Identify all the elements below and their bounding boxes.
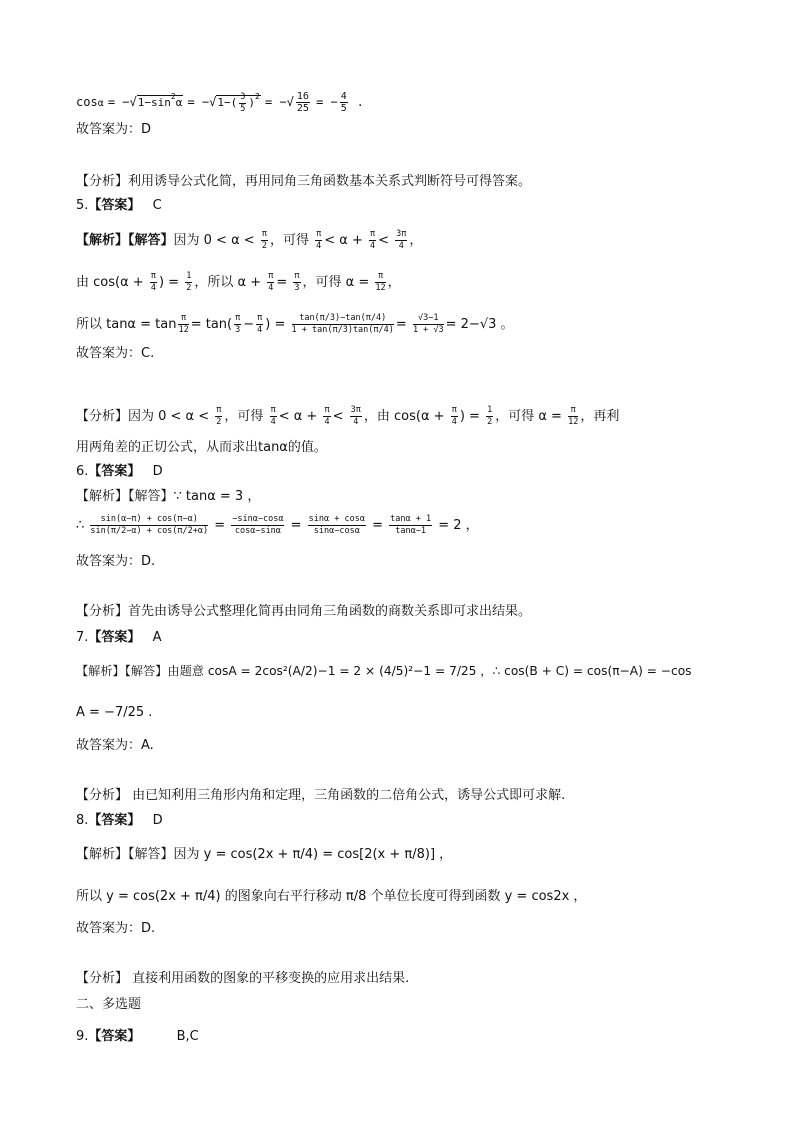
section-title: 二、多选题 bbox=[76, 997, 142, 1012]
q8-solution-line2: 所以 y = cos(2x + π/4) 的图象向右平行移动 π/8 个单位长度可得到函数 y = cos2x ， bbox=[76, 889, 587, 904]
q5-answer-line bbox=[76, 197, 162, 215]
frac-root3: $\frac{√3-1}{1 + √3}$ bbox=[412, 313, 444, 335]
frac-pi-2: $\frac{\pi}{2}$ bbox=[261, 229, 267, 251]
frac-pi-4: $\frac{\pi}{4}$ bbox=[324, 405, 330, 427]
q8-analysis: 【分析】 直接利用函数的图象的平移变换的应用求出结果. bbox=[76, 971, 410, 986]
frac-pi-4: $\frac{\pi}{4}$ bbox=[257, 313, 263, 335]
q8-result: 故答案为：D. bbox=[76, 921, 156, 936]
q6-answer-line: 6.【答案】 D bbox=[76, 464, 163, 479]
result-prev: 故答案为：D bbox=[76, 122, 152, 137]
q7-answer: A bbox=[152, 630, 162, 645]
q7-solution-line1: 【解析】【解答】由题意 cosA = 2cos²(A/2)−1 = 2 × (4/5)²−1 = 7/25 ，∴ cos(B + C) = cos(π−A) = −cos bbox=[76, 664, 692, 678]
frac-pi-12: $\frac{\pi}{12}$ bbox=[375, 271, 386, 293]
frac-pi-4: $\frac{\pi}{4}$ bbox=[316, 229, 322, 251]
frac-pi-12: $\frac{\pi}{12}$ bbox=[178, 313, 189, 335]
frac-simplified: $\frac{-\sin\alpha-\cos\alpha}{\cos\alpha-\sin\alpha}$ bbox=[232, 514, 284, 536]
frac-pi-4: $\frac{\pi}{4}$ bbox=[270, 405, 276, 427]
frac-3pi-4: $\frac{3\pi}{4}$ bbox=[350, 405, 361, 427]
q5-answer: C bbox=[152, 198, 162, 213]
q5-solution-line3: 所以 tanα = tan $\frac{\pi}{12}$ = tan( $\frac{\pi}{3}$ − $\frac{\pi}{4}$ ) = $\frac{\tan(\pi/3)-\tan(\pi/4)}{1 + \tan(\pi/3)\tan(\pi/4)}$ = $\frac{√3-1}{1 + √3}$ = 2−√3 。 bbox=[76, 313, 514, 335]
q5-solution-line1: 【解析】【解答】因为 0 < α < $\frac{\pi}{2}$ ，可得 $\frac{\pi}{4}$ < α + $\frac{\pi}{4}$ < $\frac{3\pi}{4}$ ， bbox=[76, 229, 423, 251]
frac-pi-4: $\frac{\pi}{4}$ bbox=[369, 229, 376, 251]
q9-answer-line: 9.【答案】 B,C bbox=[76, 1029, 199, 1044]
frac-pi-3: $\frac{\pi}{3}$ bbox=[235, 313, 241, 335]
q7-analysis: 【分析】 由已知利用三角形内角和定理，三角函数的二倍角公式，诱导公式即可求解. bbox=[76, 788, 566, 803]
q6-analysis: 【分析】首先由诱导公式整理化简再由同角三角函数的商数关系即可求出结果。 bbox=[76, 604, 532, 619]
frac-pi-4: $\frac{\pi}{4}$ bbox=[451, 405, 457, 427]
frac-sin-cos: $\frac{\sin\alpha + \cos\alpha}{\sin\alpha-\cos\alpha}$ bbox=[308, 514, 365, 536]
q5-result: 故答案为：C. bbox=[76, 346, 155, 361]
q8-solution-line1: 【解析】【解答】因为 y = cos(2x + π/4) = cos[2(x + π/8)] ， bbox=[76, 847, 453, 862]
q7-solution-line2: A = −7/25 . bbox=[76, 705, 153, 720]
frac-tan-difference: $\frac{\tan(\pi/3)-\tan(\pi/4)}{1 + \tan(\pi/3)\tan(\pi/4)}$ bbox=[291, 313, 394, 335]
q5-analysis-line2: 用两角差的正切公式，从而求出tanα的值。 bbox=[76, 440, 327, 455]
frac-induction: $\frac{\sin(\alpha-\pi) + \cos(\pi-\alpha)}{\sin(\pi/2-\alpha) + \cos(\pi/2+\alpha)}$ bbox=[90, 514, 209, 536]
q5-number: 5. bbox=[76, 198, 89, 213]
q6-solution-line2: ∴ $\frac{\sin(\alpha-\pi) + \cos(\pi-\alpha)}{\sin(\pi/2-\alpha) + \cos(\pi/2+\alpha)}$ = $\frac{-\sin\alpha-\cos\alpha}{\cos\alpha-\sin\alpha}$ = $\frac{\sin\alpha + \cos\alpha}{\sin\alpha-\cos\alpha}$ = $\frac{\tan\alpha + 1}{\tan\alpha-1}$ = 2 ， bbox=[76, 514, 479, 536]
frac-pi-3: $\frac{\pi}{3}$ bbox=[294, 271, 300, 293]
q6-solution-line1: 【解析】【解答】∵ tanα = 3 ， bbox=[76, 489, 261, 504]
q5-jiexi-label: 【解析】【解答】 bbox=[76, 233, 174, 248]
q7-answer-line: 7.【答案】 A bbox=[76, 630, 162, 645]
q8-answer-line: 8.【答案】 D bbox=[76, 813, 163, 828]
frac-half: $\frac{1}{2}$ bbox=[186, 271, 192, 293]
frac-3pi-4: $\frac{3\pi}{4}$ bbox=[396, 229, 407, 251]
frac-tan: $\frac{\tan\alpha + 1}{\tan\alpha-1}$ bbox=[390, 514, 432, 536]
q8-answer: D bbox=[152, 813, 163, 828]
q9-answer: B,C bbox=[176, 1029, 199, 1044]
analysis-prev: 【分析】利用诱导公式化简，再用同角三角函数基本关系式判断符号可得答案。 bbox=[76, 174, 532, 189]
frac-pi-4: $\frac{\pi}{4}$ bbox=[150, 271, 156, 293]
q5-solution-line2: 由 cos(α + $\frac{\pi}{4}$ ) = $\frac{1}{2}$ ，所以 α + $\frac{\pi}{4}$ = $\frac{\pi}{3}$ ，可得 α = $\frac{\pi}{12}$ ， bbox=[76, 271, 401, 293]
q6-answer: D bbox=[152, 464, 163, 479]
q5-analysis-line1: 【分析】因为 0 < α < $\frac{\pi}{2}$ ，可得 $\frac{\pi}{4}$ < α + $\frac{\pi}{4}$ < $\frac{3\pi}{4}$ ，由 cos(α + $\frac{\pi}{4}$ ) = $\frac{1}{2}$ ，可得 α = $\frac{\pi}{12}$ ，再利 bbox=[76, 405, 620, 427]
q7-result: 故答案为：A. bbox=[76, 738, 154, 753]
frac-pi-4: $\frac{\pi}{4}$ bbox=[268, 271, 274, 293]
q6-result: 故答案为：D. bbox=[76, 554, 156, 569]
frac-pi-12: $\frac{\pi}{12}$ bbox=[568, 405, 579, 427]
formula-cos-alpha: $\cos\alpha = -√1-\sin^2\alpha = -√1-$( $\frac{3}{5}$ )$^2$ = −√ $\frac{16}{25}$ = − $\frac{4}{5}$ . bbox=[76, 91, 364, 114]
q5-answer-label: 【答案】 bbox=[88, 198, 141, 213]
frac-pi-2: $\frac{\pi}{2}$ bbox=[216, 405, 222, 427]
frac-half: $\frac{1}{2}$ bbox=[487, 405, 493, 427]
